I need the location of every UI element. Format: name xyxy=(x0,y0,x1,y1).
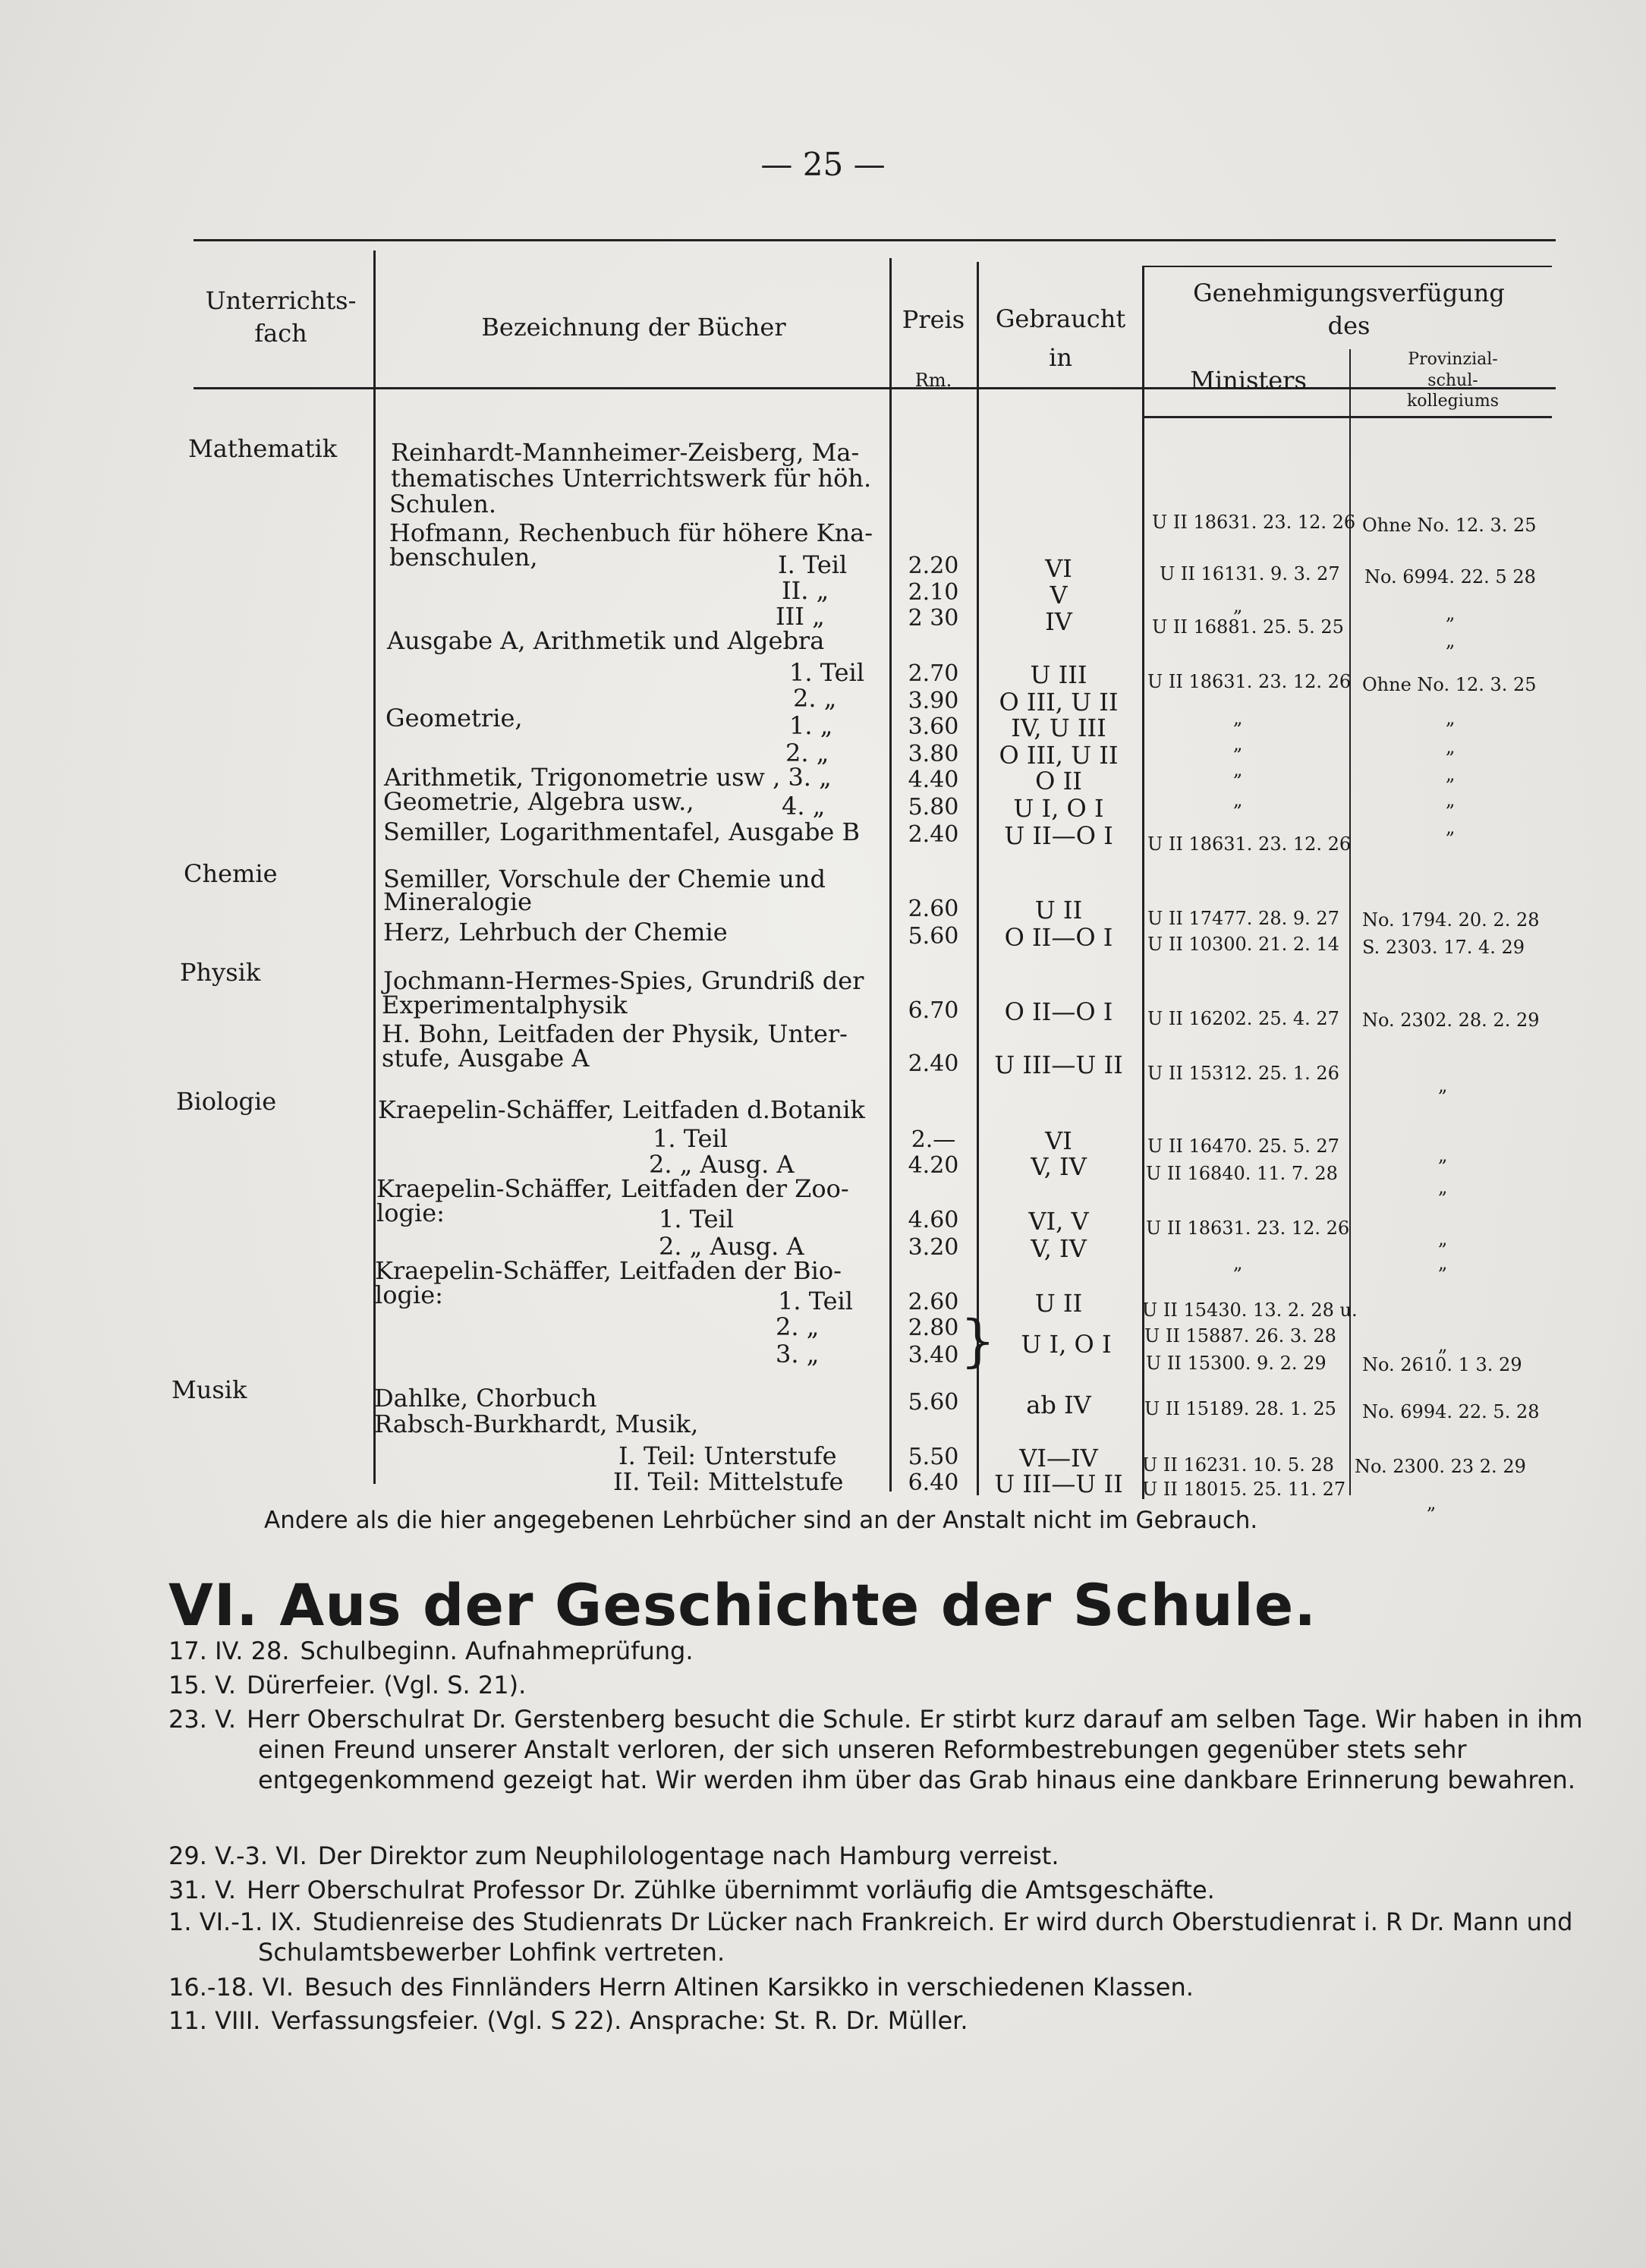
header-price: Preis xyxy=(902,305,965,334)
provinzial-cell: No. 2302. 28. 2. 29 xyxy=(1362,1010,1540,1031)
used-in-cell: V, IV xyxy=(1031,1152,1087,1181)
event-item xyxy=(168,1636,1534,1666)
ministers-cell: „ xyxy=(1233,733,1243,754)
title-line: stufe, Ausgabe A xyxy=(382,1044,590,1073)
ministers-cell: U II 18015. 25. 11. 27 xyxy=(1142,1479,1346,1500)
header-provinzial: Provinzial- schul- kollegiums xyxy=(1406,350,1500,411)
title-line: Semiller, Logarithmentafel, Ausgabe B xyxy=(383,817,861,846)
title-line: 1. Teil xyxy=(653,1124,728,1153)
title-line: Geometrie, Algebra usw., xyxy=(383,787,694,816)
price-cell: 2.60 xyxy=(908,896,959,922)
price-cell: 2.— xyxy=(911,1126,956,1153)
price-cell: 2.80 xyxy=(908,1315,959,1341)
section-title: VI. Aus der Geschichte der Schule. xyxy=(168,1571,1317,1639)
event-date: 23. V. xyxy=(168,1705,236,1734)
title-line: Dahlke, Chorbuch xyxy=(374,1384,597,1413)
used-in-cell: O III, U II xyxy=(999,688,1119,717)
ministers-cell: „ xyxy=(1233,595,1243,616)
price-cell: 3.20 xyxy=(908,1234,959,1261)
price-cell: 5.80 xyxy=(908,794,959,821)
price-cell: 2.20 xyxy=(908,553,959,579)
header-subject: Unterrichts- fach xyxy=(205,286,357,348)
price-cell: 3.40 xyxy=(908,1342,959,1369)
price-cell: 2 30 xyxy=(908,605,959,632)
event-item xyxy=(168,1704,1624,1795)
ministers-cell: „ xyxy=(1233,707,1243,729)
approval-subdivider xyxy=(1142,266,1552,267)
title-line: 2. „ xyxy=(776,1312,820,1341)
price-cell: 4.40 xyxy=(908,767,959,793)
subject-chemie: Chemie xyxy=(184,859,278,888)
event-date: 17. IV. 28. xyxy=(168,1636,290,1665)
event-text: Herr Oberschulrat Dr. Gerstenberg besucht die Schule. Er stirbt kurz darauf am selben Tage. Wir haben in ihm einen Freund unserer Anstalt verloren, der sich unseren Reformbestrebungen gegenüber stets sehr entgegenkommend gezeigt hat. Wir werden ihm über das Grab hinaus eine dankbare Erinnerung bewahren. xyxy=(247,1705,1583,1794)
ministers-cell: U II 18631. 23. 12. 26 xyxy=(1152,512,1356,533)
title-line: logie: xyxy=(375,1280,443,1309)
header-bottom-rule-right xyxy=(1142,416,1552,418)
used-in-cell: O II xyxy=(1035,767,1082,795)
event-text: Dürerfeier. (Vgl. S. 21). xyxy=(247,1671,527,1699)
provinzial-cell: „ xyxy=(1446,817,1456,838)
ministers-cell: U II 17477. 28. 9. 27 xyxy=(1147,908,1339,929)
provinzial-cell: „ xyxy=(1446,630,1456,651)
provinzial-cell: S. 2303. 17. 4. 29 xyxy=(1362,937,1525,958)
price-cell: 5.60 xyxy=(908,923,959,950)
event-text: Verfassungsfeier. (Vgl. S 22). Ansprache: St. R. Dr. Müller. xyxy=(271,2006,968,2035)
subject-physik: Physik xyxy=(180,958,261,987)
ministers-cell: U II 16840. 11. 7. 28 xyxy=(1146,1163,1338,1184)
used-in-cell: U II—O I xyxy=(1004,821,1113,850)
ministers-cell: U II 15887. 26. 3. 28 xyxy=(1144,1325,1336,1347)
title-line: Experimentalphysik xyxy=(382,991,628,1019)
price-cell: 2.40 xyxy=(908,821,959,848)
provinzial-cell: „ xyxy=(1427,1492,1437,1514)
ministers-cell: U II 15189. 28. 1. 25 xyxy=(1144,1398,1336,1419)
ministers-cell: U II 18631. 23. 12. 26 xyxy=(1147,671,1352,692)
used-in-cell: VI—IV xyxy=(1019,1444,1098,1473)
brace-symbol: } xyxy=(960,1309,996,1374)
ministers-cell: U II 18631. 23. 12. 26 xyxy=(1146,1217,1350,1239)
used-in-cell: O II—O I xyxy=(1004,997,1113,1026)
used-in-cell: V, IV xyxy=(1031,1234,1087,1263)
used-in-cell: U I, O I xyxy=(1013,794,1104,823)
used-in-cell: IV xyxy=(1045,607,1072,636)
used-in-cell: U II xyxy=(1034,1289,1083,1318)
used-in-cell: U III—U II xyxy=(994,1469,1123,1498)
ministers-cell: U II 16231. 10. 5. 28 xyxy=(1142,1454,1334,1476)
title-line: III „ xyxy=(776,602,825,631)
title-line: Kraepelin-Schäffer, Leitfaden der Bio- xyxy=(375,1256,842,1285)
title-line: 2. „ Ausg. A xyxy=(659,1232,804,1261)
event-item xyxy=(168,1972,1534,2002)
event-text: Der Direktor zum Neuphilologentage nach Hamburg verreist. xyxy=(317,1841,1059,1870)
ministers-cell: U II 16470. 25. 5. 27 xyxy=(1147,1136,1339,1157)
header-price-unit: Rm. xyxy=(914,370,952,391)
price-cell: 3.90 xyxy=(908,688,959,714)
title-line: 1. „ xyxy=(789,711,833,740)
title-line: Mineralogie xyxy=(383,887,533,916)
ministers-cell: U II 16131. 9. 3. 27 xyxy=(1160,563,1340,584)
price-cell: 3.60 xyxy=(908,713,959,740)
title-line: Schulen. xyxy=(389,490,497,518)
header-used-in: Gebraucht in xyxy=(995,304,1126,373)
page-number: — 25 — xyxy=(760,146,886,183)
event-date: 1. VI.-1. IX. xyxy=(168,1907,302,1936)
event-date: 31. V. xyxy=(168,1876,236,1904)
price-cell: 2.10 xyxy=(908,579,959,606)
header-title: Bezeichnung der Bücher xyxy=(481,313,786,342)
price-cell: 5.60 xyxy=(908,1389,959,1416)
ministers-cell: U II 16881. 25. 5. 25 xyxy=(1152,616,1344,638)
used-in-cell: ab IV xyxy=(1026,1391,1091,1419)
event-item xyxy=(168,1907,1624,1967)
price-cell: 3.80 xyxy=(908,741,959,767)
title-line: Kraepelin-Schäffer, Leitfaden d.Botanik xyxy=(378,1095,865,1124)
provinzial-cell: „ xyxy=(1438,1334,1448,1356)
title-line: Herz, Lehrbuch der Chemie xyxy=(383,918,728,947)
provinzial-cell: „ xyxy=(1446,764,1456,785)
price-cell: 2.40 xyxy=(908,1051,959,1077)
event-date: 11. VIII. xyxy=(168,2006,261,2035)
title-line: 4. „ xyxy=(782,792,826,821)
title-line: Jochmann-Hermes-Spies, Grundriß der xyxy=(383,966,864,995)
title-line: H. Bohn, Leitfaden der Physik, Unter- xyxy=(382,1019,848,1048)
used-in-cell: VI, V xyxy=(1028,1207,1089,1236)
event-text: Besuch des Finnländers Herrn Altinen Karsikko in verschiedenen Klassen. xyxy=(304,1973,1194,2002)
provinzial-cell: „ xyxy=(1446,707,1456,729)
provinzial-cell: No. 2610. 1 3. 29 xyxy=(1362,1354,1522,1375)
ministers-cell: U II 15300. 9. 2. 29 xyxy=(1146,1353,1327,1374)
used-in-cell: U III—U II xyxy=(994,1051,1123,1079)
title-line: Kraepelin-Schäffer, Leitfaden der Zoo- xyxy=(376,1174,849,1203)
provinzial-cell: Ohne No. 12. 3. 25 xyxy=(1362,515,1537,536)
subject-mathematik: Mathematik xyxy=(188,434,338,463)
used-in-cell: IV, U III xyxy=(1011,713,1106,742)
provinzial-cell: „ xyxy=(1438,1177,1448,1198)
provinzial-cell: „ xyxy=(1438,1228,1448,1249)
price-cell: 2.60 xyxy=(908,1289,959,1315)
title-line: I. Teil xyxy=(778,550,848,579)
used-in-cell: U I, O I xyxy=(1021,1330,1112,1359)
provinzial-cell: „ xyxy=(1438,1252,1448,1274)
ministers-cell: U II 18631. 23. 12. 26 xyxy=(1147,833,1352,855)
title-line: Reinhardt-Mannheimer-Zeisberg, Ma- xyxy=(391,438,860,467)
event-date: 29. V.-3. VI. xyxy=(168,1841,307,1870)
title-line: 1. Teil xyxy=(778,1287,853,1315)
title-line: 2. „ Ausg. A xyxy=(649,1150,795,1179)
ministers-cell: „ xyxy=(1233,759,1243,780)
event-item xyxy=(168,2005,1534,2036)
event-date: 15. V. xyxy=(168,1671,236,1699)
price-cell: 4.60 xyxy=(908,1207,959,1233)
provinzial-cell: No. 6994. 22. 5. 28 xyxy=(1362,1401,1540,1422)
provinzial-cell: Ohne No. 12. 3. 25 xyxy=(1362,674,1537,695)
title-line: Hofmann, Rechenbuch für höhere Kna- xyxy=(389,518,873,547)
price-cell: 2.70 xyxy=(908,660,959,687)
ministers-cell: „ xyxy=(1233,789,1243,811)
table-footnote: Andere als die hier angegebenen Lehrbücher sind an der Anstalt nicht im Gebrauch. xyxy=(264,1507,1258,1534)
event-item xyxy=(168,1670,1534,1700)
title-line: thematisches Unterrichtswerk für höh. xyxy=(391,464,872,493)
ministers-cell: U II 15312. 25. 1. 26 xyxy=(1147,1063,1339,1084)
used-in-cell: VI xyxy=(1045,1126,1072,1155)
title-line: II. „ xyxy=(782,576,829,605)
provinzial-cell: No. 1794. 20. 2. 28 xyxy=(1362,909,1540,931)
ministers-cell: „ xyxy=(1233,1252,1243,1274)
title-line: 2. „ xyxy=(785,739,829,767)
ministers-cell: U II 16202. 25. 4. 27 xyxy=(1147,1008,1339,1029)
used-in-cell: U II xyxy=(1034,896,1083,925)
used-in-cell: V xyxy=(1050,581,1068,610)
used-in-cell: VI xyxy=(1045,554,1072,583)
event-text: Herr Oberschulrat Professor Dr. Zühlke übernimmt vorläufig die Amtsgeschäfte. xyxy=(247,1876,1215,1904)
provinzial-cell: „ xyxy=(1446,603,1456,624)
subject-musik: Musik xyxy=(172,1375,247,1404)
table-top-rule xyxy=(194,239,1556,241)
title-line: 3. „ xyxy=(776,1340,820,1369)
title-line: I. Teil: Unterstufe xyxy=(618,1441,837,1470)
title-line: Rabsch-Burkhardt, Musik, xyxy=(374,1410,699,1438)
price-cell: 6.40 xyxy=(908,1469,959,1496)
price-cell: 4.20 xyxy=(908,1152,959,1179)
title-line: Geometrie, xyxy=(386,704,523,732)
title-line: II. Teil: Mittelstufe xyxy=(613,1467,844,1496)
provinzial-cell: No. 2300. 23 2. 29 xyxy=(1355,1456,1526,1477)
header-bottom-rule xyxy=(194,387,1556,389)
ministers-cell: U II 15430. 13. 2. 28 u. xyxy=(1142,1299,1358,1321)
title-line: Ausgabe A, Arithmetik und Algebra xyxy=(387,626,825,655)
title-line: Arithmetik, Trigonometrie usw , 3. „ xyxy=(384,763,832,792)
provinzial-cell: „ xyxy=(1446,789,1456,811)
provinzial-cell: „ xyxy=(1446,736,1456,758)
ministers-cell: U II 10300. 21. 2. 14 xyxy=(1147,934,1339,955)
event-item xyxy=(168,1841,1534,1871)
event-item xyxy=(168,1875,1534,1905)
header-approval: Genehmigungsverfügung des xyxy=(1193,279,1505,341)
used-in-cell: O II—O I xyxy=(1004,923,1113,952)
used-in-cell: U III xyxy=(1030,660,1087,689)
subject-biologie: Biologie xyxy=(176,1087,277,1116)
price-cell: 6.70 xyxy=(908,997,959,1024)
title-line: 2. „ xyxy=(793,684,837,713)
price-cell: 5.50 xyxy=(908,1444,959,1470)
header-ministers: Ministers xyxy=(1190,366,1307,395)
provinzial-cell: „ xyxy=(1438,1145,1448,1166)
used-in-cell: O III, U II xyxy=(999,741,1119,770)
title-line: benschulen, xyxy=(389,543,538,572)
title-line: Semiller, Vorschule der Chemie und xyxy=(383,865,826,893)
title-line: 1. Teil xyxy=(659,1205,734,1233)
event-text: Studienreise des Studienrats Dr Lücker nach Frankreich. Er wird durch Oberstudienrat i. R Dr. Mann und Schulamtsbewerber Lohfink vertreten. xyxy=(258,1907,1573,1967)
title-line: 1. Teil xyxy=(789,658,864,687)
provinzial-cell: No. 6994. 22. 5 28 xyxy=(1364,566,1536,587)
event-text: Schulbeginn. Aufnahmeprüfung. xyxy=(300,1636,694,1665)
event-date: 16.-18. VI. xyxy=(168,1973,294,2002)
provinzial-cell: „ xyxy=(1438,1075,1448,1096)
title-line: logie: xyxy=(376,1199,445,1227)
